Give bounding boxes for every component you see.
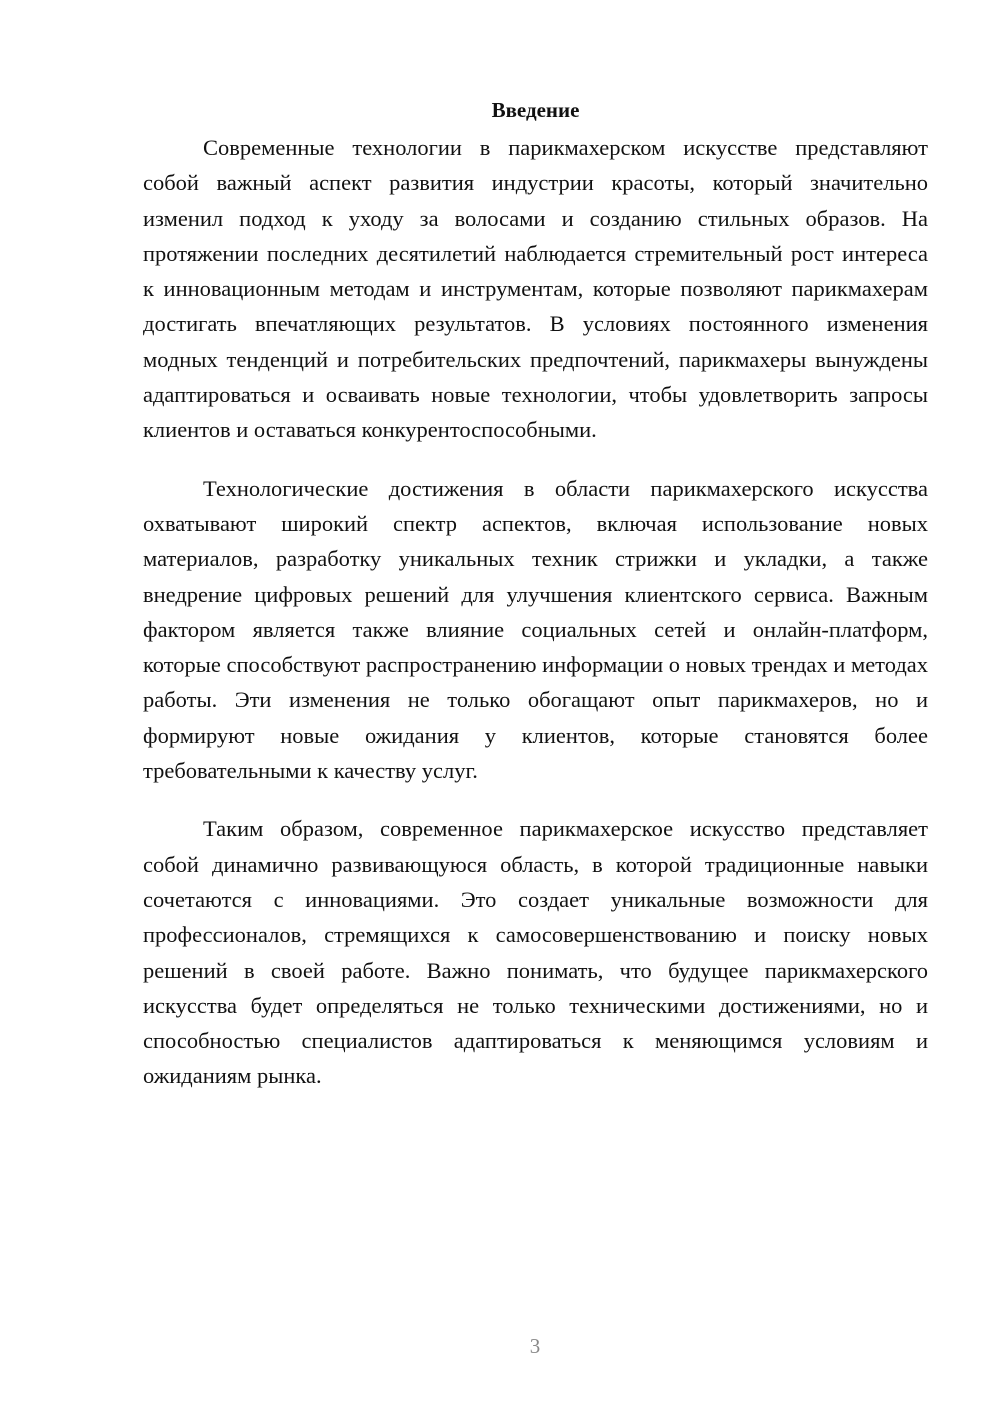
- page-number: 3: [529, 1334, 541, 1358]
- paragraph-2: Технологические достижения в области парикмахерского искусства охватывают широкий спектр аспектов, включая использование новых материалов, разработку уникальных техник стрижки и укладки, а также внедрение цифровых решений для улучшения клиентского сервиса. Важным фактором является также влияние социальных сетей и онлайн-платформ, которые способствуют распространению информации о новых трендах и методах работы. Эти изменения не только обогащают опыт парикмахеров, но и формируют новые ожидания у клиентов, которые становятся более требовательными к качеству услуг.: [143, 475, 928, 784]
- paragraph-3: Таким образом, современное парикмахерское искусство представляет собой динамично развивающуюся область, в которой традиционные навыки сочетаются с инновациями. Это создает уникальные возможности для профессионалов, стремящихся к самосовершенствованию и поиску новых решений в своей работе. Важно понимать, что будущее парикмахерского искусства будет определяться не только техническими достижениями, но и способностью специалистов адаптироваться к меняющимся условиям и ожиданиям рынка.: [143, 816, 928, 1089]
- page-content: [143, 95, 928, 1117]
- paragraph-1: Современные технологии в парикмахерском искусстве представляют собой важный аспект развития индустрии красоты, который значительно изменил подход к уходу за волосами и созданию стильных образов. На протяжении последних десятилетий наблюдается стремительный рост интереса к инновационным методам и инструментам, которые позволяют парикмахерам достигать впечатляющих результатов. В условиях постоянного изменения модных тенденций и потребительских предпочтений, парикмахеры вынуждены адаптироваться и осваивать новые технологии, чтобы удовлетворить запросы клиентов и оставаться конкурентоспособными.: [143, 135, 928, 443]
- section-title: Введение: [491, 98, 580, 122]
